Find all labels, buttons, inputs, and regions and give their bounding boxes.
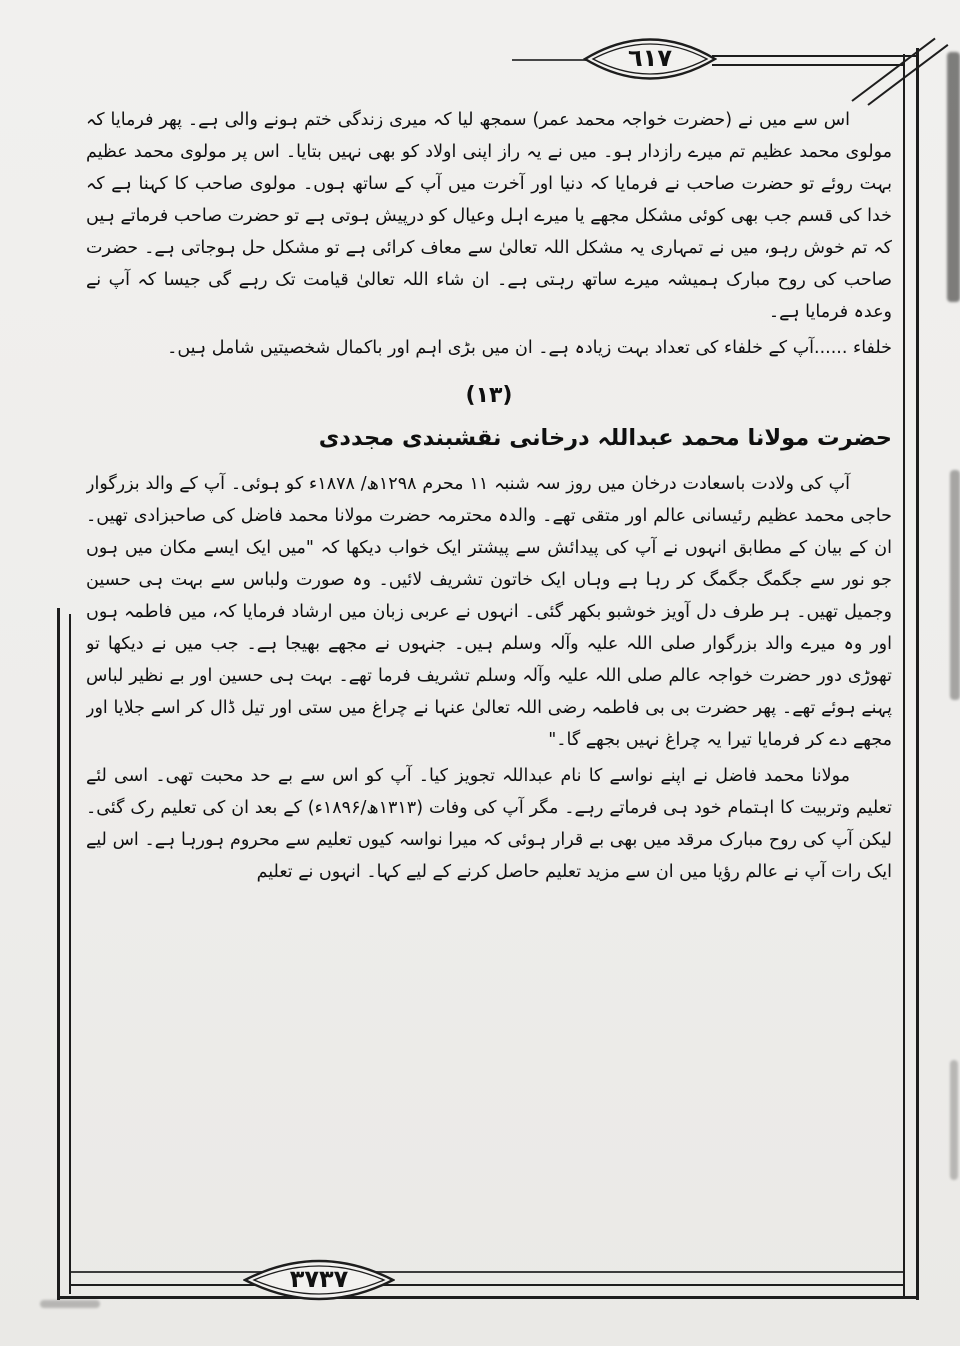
paragraph-3: مولانا محمد فاضل نے اپنے نواسے کا نام عبداللہ تجویز کیا۔ آپ کو اس سے بے حد محبت تھی۔ اسی لئے تعلیم وتربیت کا اہتمام خود ہی فرماتے رہے۔ مگر آپ کی وفات (۱۳۱۳ھ/۱۸۹۶ء) کے بعد ان کی تعلیم رک گئی۔ لیکن آپ کی روح مبارک مرقد میں بھی بے قرار ہوئی کہ میرا نواسہ کیوں تعلیم سے محروم ہورہا ہے۔ اس لیے ایک رات آپ نے عالم رؤیا میں ان سے مزید تعلیم حاصل کرنے کے لیے کہا۔ انہوں نے تعلیم xyxy=(86,766,892,882)
scan-artifact xyxy=(950,1060,958,1180)
border-right-inner xyxy=(903,54,905,1298)
khulafa-line: خلفاء ......آپ کے خلفاء کی تعداد بہت زیادہ ہے۔ ان میں بڑی اہم اور باکمال شخصیتیں شامل ہیں۔ xyxy=(167,338,892,358)
border-right-outer xyxy=(916,48,919,1300)
page-number-top: ٦١٧ xyxy=(628,44,672,72)
border-left-outer xyxy=(57,608,60,1300)
chapter-heading: حضرت مولانا محمد عبداللہ درخانی نقشبندی مجددی xyxy=(318,425,892,451)
scan-artifact xyxy=(947,52,960,302)
border-bottom-outer xyxy=(57,1296,919,1299)
section-number: (۱۳) xyxy=(465,383,513,408)
paragraph-2: آپ کی ولادت باسعادت درخان میں روز سہ شنبہ ۱۱ محرم ۱۲۹۸ھ/ ۱۸۷۸ء کو ہوئی۔ آپ کے والد بزرگوار حاجی محمد عظیم رئیسانی عالم اور متقی تھے۔ والدہ محترمہ حضرت مولانا محمد فاضل کی صاحبزادی تھیں۔ ان کے بیان کے مطابق انہوں نے آپ کی پیدائش سے پیشتر ایک خواب دیکھا کہ "میں ایک ایسے مکان میں ہوں جو نور سے جگمگ جگمگ کر رہا ہے وہاں ایک خاتون تشریف لائیں۔ وہ صورت ولباس سے بہت ہی حسین وجمیل تھیں۔ ہر طرف دل آویز خوشبو بکھر گئی۔ انہوں نے عربی زبان میں ارشاد فرمایا کہ، میں فاطمہ ہوں اور وہ میرے والد بزرگوار صلی اللہ علیہ وآلہ وسلم ہیں۔ جنہوں نے مجھے بھیجا ہے۔ جب میں نے دیکھا تو تھوڑی دور حضرت خواجہ عالم صلی اللہ علیہ وآلہ وسلم تشریف فرما تھے۔ بہت ہی حسین اور بے نظیر لباس پہنے ہوئے تھے۔ پھر حضرت بی بی فاطمہ رضی اللہ تعالیٰ عنہا نے چراغ میں ستی اور تیل ڈال کر اسے جلایا اور مجھے دے کر فرمایا تیرا یہ چراغ نہیں بجھے گا۔" xyxy=(86,474,892,750)
page-number-bottom: ٣٧٣٧ xyxy=(289,1265,349,1293)
border-top-left-stub xyxy=(512,59,586,61)
border-top-outer xyxy=(712,55,918,57)
scan-artifact xyxy=(950,470,960,700)
corner-ornament-line xyxy=(867,44,948,106)
page-text-block xyxy=(86,104,892,1264)
border-left-inner xyxy=(69,614,71,1294)
border-bottom-inner xyxy=(69,1284,905,1286)
scan-artifact xyxy=(40,1300,100,1308)
border-top-inner xyxy=(712,64,905,66)
top-page-number-cartouche xyxy=(583,34,717,84)
paragraph-1: اس سے میں نے (حضرت خواجہ محمد عمر) سمجھ لیا کہ میری زندگی ختم ہونے والی ہے۔ پھر فرمایا کہ مولوی محمد عظیم تم میرے رازدار ہو۔ میں نے یہ راز اپنی اولاد کو بھی نہیں بتایا۔ اس پر مولوی محمد عظیم بہت روئے تو حضرت صاحب نے فرمایا کہ دنیا اور آخرت میں آپ کے ساتھ ہوں۔ مولوی صاحب کا کہنا ہے کہ خدا کی قسم جب بھی کوئی مشکل مجھے یا میرے اہل وعیال کو درپیش ہوتی ہے تو حضرت صاحب فرماتے ہیں کہ تم خوش رہو، میں نے تمہاری یہ مشکل اللہ تعالیٰ سے معاف کرائی ہے تو مشکل حل ہوجاتی ہے۔ حضرت صاحب کی روح مبارک ہمیشہ میرے ساتھ رہتی ہے۔ ان شاء اللہ تعالیٰ قیامت تک رہے گی جیسا کہ آپ نے وعدہ فرمایا ہے۔ xyxy=(86,110,892,322)
corner-ornament-line xyxy=(851,38,935,102)
border-bottom-middle xyxy=(69,1271,905,1273)
